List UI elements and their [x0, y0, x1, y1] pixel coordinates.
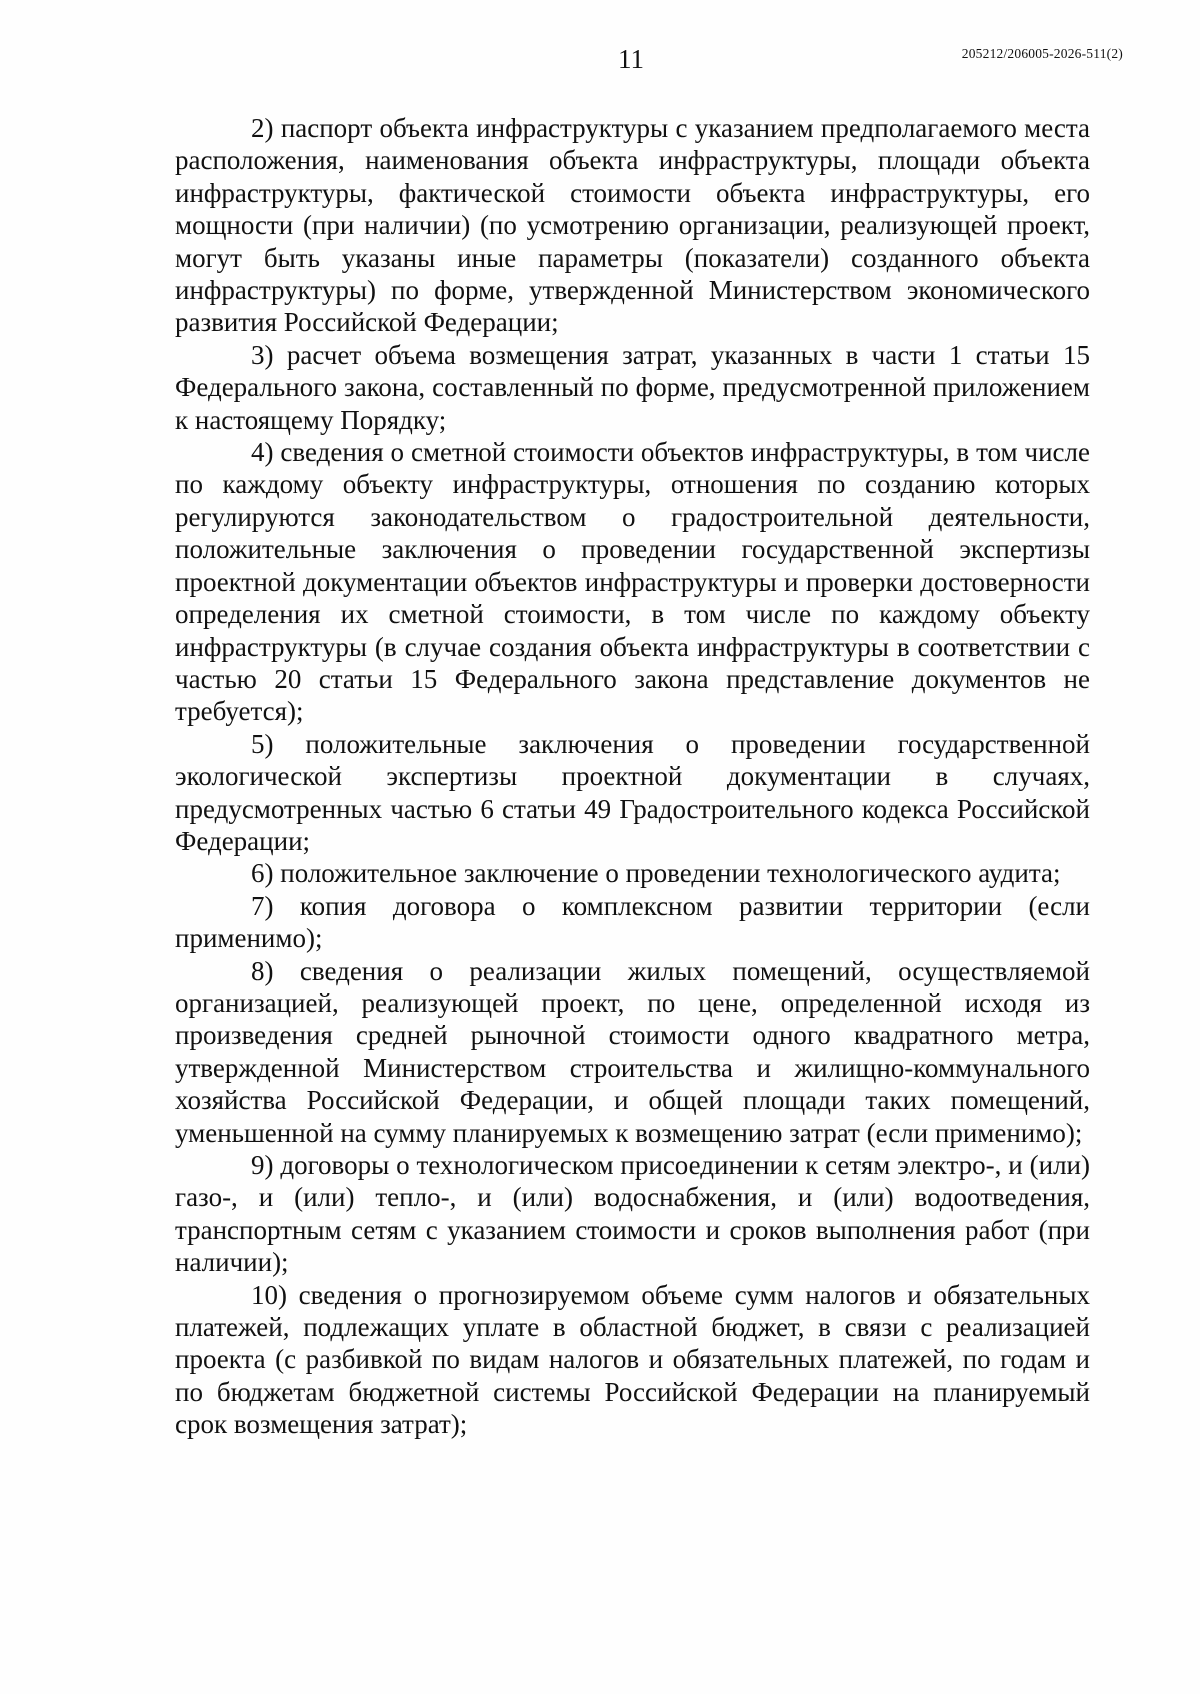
list-item-territory-contract: 7) копия договора о комплексном развитии территории (если применимо); [175, 890, 1090, 954]
list-item-technology-audit: 6) положительное заключение о проведении технологического аудита; [251, 858, 1061, 889]
list-item-network-connection: 9) договоры о технологическом присоединении к сетям электро-, и (или) газо-, и (или) тепло-, и (или) водоснабжения, и (или) водоотведения, транспортным сетям с указанием стоимости и сроков выполнения работ (при наличии); [175, 1150, 1090, 1278]
document-body [175, 112, 1090, 1441]
document-code: 205212/206005-2026-511(2) [961, 46, 1123, 61]
list-item-tax-forecast: 10) сведения о прогнозируемом объеме сумм налогов и обязательных платежей, подлежащих уплате в областной бюджет, в связи с реализацией проекта (с разбивкой по видам налогов и обязательных платежей, по годам и по бюджетам бюджетной системы Российской Федерации на планируемый срок возмещения затрат); [175, 1279, 1090, 1440]
list-item-housing-sales: 8) сведения о реализации жилых помещений, осуществляемой организацией, реализующей проект, по цене, определенной исходя из произведения средней рыночной стоимости одного квадратного метра, утвержденной Министерством строительства и жилищно-коммунального хозяйства Российской Федерации, и общей площади таких помещений, уменьшенной на сумму планируемых к возмещению затрат (если применимо); [175, 955, 1090, 1148]
page-number: 11 [618, 44, 644, 74]
list-item-ecological-expertise: 5) положительные заключения о проведении государственной экологической экспертизы проектной документации в случаях, предусмотренных частью 6 статьи 49 Градостроительного кодекса Российской Федерации; [175, 728, 1090, 856]
list-item-cost-calculation: 3) расчет объема возмещения затрат, указанных в части 1 статьи 15 Федерального закона, составленный по форме, предусмотренной приложением к настоящему Порядку; [175, 339, 1090, 435]
list-item-estimated-cost: 4) сведения о сметной стоимости объектов инфраструктуры, в том числе по каждому объекту инфраструктуры, отношения по созданию которых регулируются законодательством о градостроительной деятельности, положительные заключения о проведении государственной экспертизы проектной документации объектов инфраструктуры и проверки достоверности определения их сметной стоимости, в том числе по каждому объекту инфраструктуры (в случае создания объекта инфраструктуры в соответствии с частью 20 статьи 15 Федерального закона представление документов не требуется); [175, 437, 1090, 727]
list-item-passport: 2) паспорт объекта инфраструктуры с указанием предполагаемого места расположения, наименования объекта инфраструктуры, площади объекта инфраструктуры, фактической стоимости объекта инфраструктуры, его мощности (при наличии) (по усмотрению организации, реализующей проект, могут быть указаны иные параметры (показатели) созданного объекта инфраструктуры) по форме, утвержденной Министерством экономического развития Российской Федерации; [175, 113, 1090, 338]
